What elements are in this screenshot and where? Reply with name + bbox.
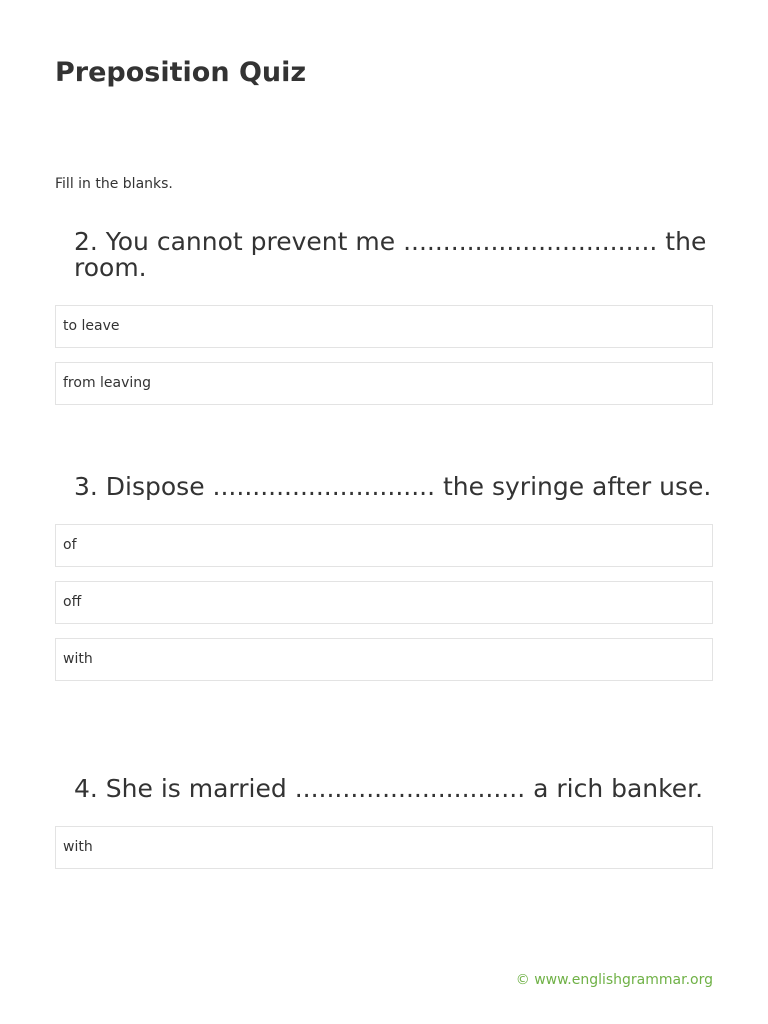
answer-options <box>55 305 713 405</box>
answer-option-of[interactable]: of <box>55 524 713 567</box>
question-4 <box>55 776 713 883</box>
answer-option-with[interactable]: with <box>55 826 713 869</box>
answer-options <box>55 826 713 869</box>
question-2 <box>55 229 713 419</box>
answer-option-from-leaving[interactable]: from leaving <box>55 362 713 405</box>
question-3 <box>55 474 713 695</box>
page-title: Preposition Quiz <box>55 57 307 88</box>
answer-options <box>55 524 713 681</box>
instructions-text: Fill in the blanks. <box>55 176 173 192</box>
question-text: 4. She is married ............................. a rich banker. <box>74 774 704 803</box>
answer-option-to-leave[interactable]: to leave <box>55 305 713 348</box>
answer-option-with[interactable]: with <box>55 638 713 681</box>
question-text: 2. You cannot prevent me ................................ the room. <box>74 227 707 282</box>
footer-copyright-link[interactable]: © www.englishgrammar.org <box>515 972 713 988</box>
answer-option-off[interactable]: off <box>55 581 713 624</box>
question-text: 3. Dispose ............................ the syringe after use. <box>74 472 712 501</box>
